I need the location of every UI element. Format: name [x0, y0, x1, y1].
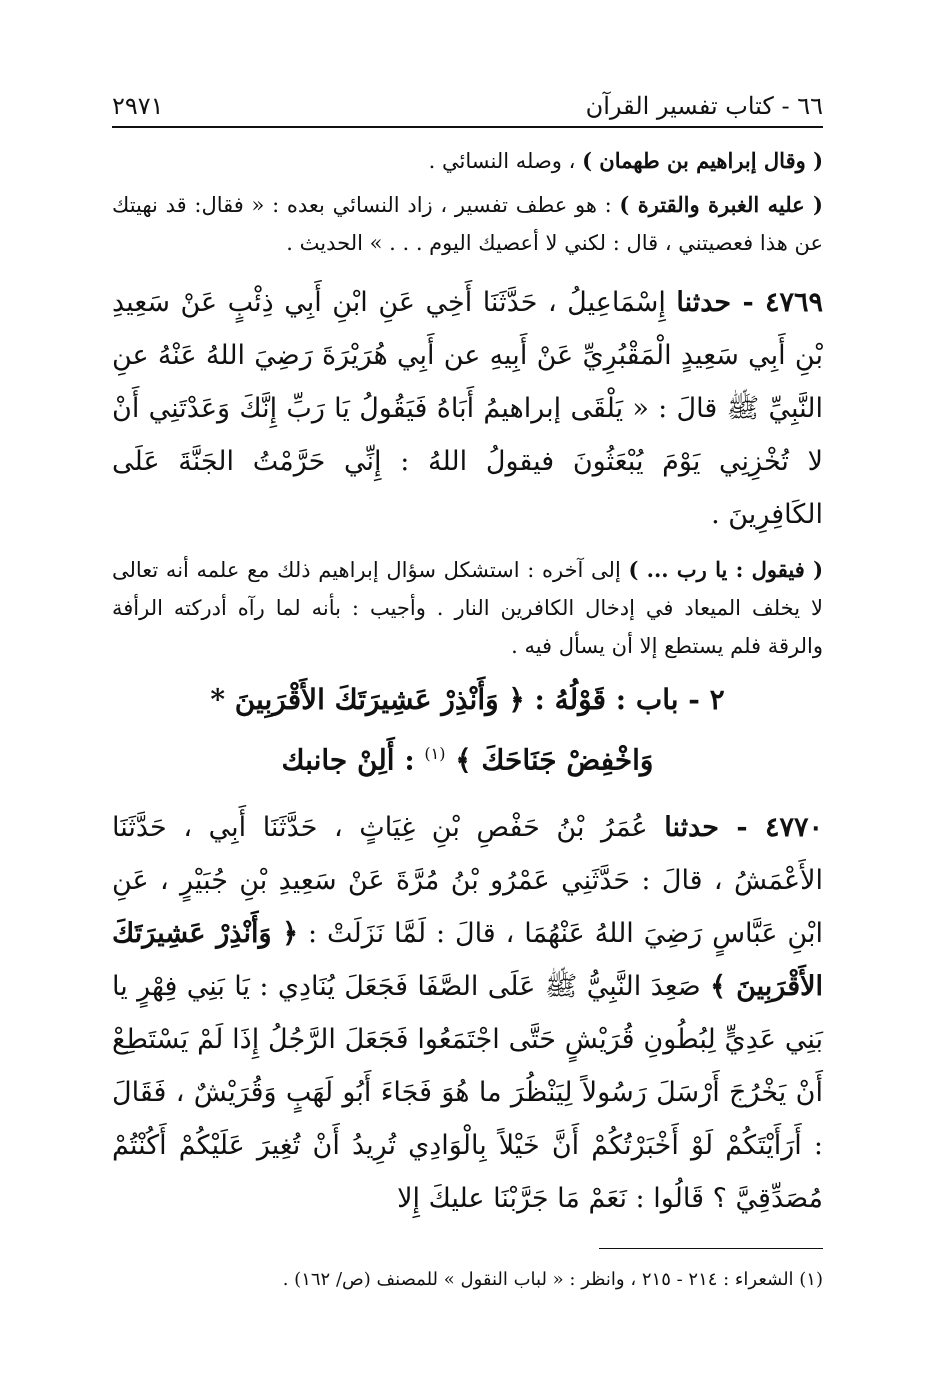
- header-rule: [112, 126, 823, 128]
- comment-ghabara-qatara: ( عليه الغبرة والقترة ) : هو عطف تفسير ، زاد النسائي بعده : « فقال: قد نهيتك عن هذا فعصيتني ، قال : لكني لا أعصيك اليوم . . . » الحديث .: [112, 192, 823, 255]
- footnote-marker: (١): [424, 744, 446, 763]
- footnote: (١) الشعراء : ٢١٤ - ٢١٥ ، وانظر : « لباب النقول » للمصنف (ص/ ١٦٢) .: [282, 1269, 823, 1290]
- running-header: [112, 80, 823, 120]
- quran-verse: ﴿ وَأَنْذِرْ عَشِيرَتَكَ الأَقْرَبِينَ ﴾: [112, 918, 824, 1003]
- chapter-heading-line1: ٢ - باب : قَوْلُهُ : ﴿ وَأَنْذِرْ عَشِيرَتَكَ الأَقْرَبِينَ *: [210, 683, 725, 716]
- hadith-4769: [112, 276, 823, 541]
- comment-hadith-4769: ( فيقول : يا رب ... ) إلى آخره : استشكل سؤال إبراهيم ذلك مع علمه أنه تعالى لا يخلف الميعاد في إدخال الكافرين النار . وأجيب : بأنه لما رآه أدركته الرأفة والرقة فلم يستطع إلا أن يسأل فيه .: [112, 557, 824, 658]
- chapter-heading: [112, 673, 823, 787]
- hadith-number: ٤٧٧٠ - حدثنا: [664, 812, 823, 844]
- page-body: [112, 138, 823, 1235]
- hadith-text: إِسْمَاعِيلُ ، حَدَّثَنَا أَخِي عَنِ ابْنِ أَبِي ذِئْبٍ عَنْ سَعِيدِ بْنِ أَبِي سَعِيدٍ الْمَقْبُرِيِّ عَنْ أَبِيهِ عن أَبِي هُرَيْرَةَ رَضِيَ اللهُ عَنْهُ عنِ النَّبِيِّ ﷺ قالَ : « يَلْقَى إبراهيمُ أَبَاهُ فَيَقُولُ يَا رَبِّ إِنَّكَ وَعَدْتَنِي أَنْ لا تُخْزِنِي يَوْمَ يُبْعَثُونَ فيقولُ اللهُ : إِنِّي حَرَّمْتُ الجَنَّةَ عَلَى الكَافِرِينَ .: [112, 287, 823, 530]
- chapter-title: ٦٦ - كتاب تفسير القرآن: [585, 92, 823, 120]
- footnote-rule: [599, 1248, 823, 1249]
- hadith-4770: ٤٧٧٠ - حدثنا عُمَرُ بْنُ حَفْصِ بْنِ غِيَاثٍ ، حَدَّثَنَا أَبِي ، حَدَّثَنَا الأَعْمَشُ ، قالَ : حَدَّثَنِي عَمْرُو بْنُ مُرَّةَ عَنْ سَعِيدِ بْنِ جُبَيْرٍ ، عَنِ ابْنِ عَبَّاسٍ رَضِيَ اللهُ عَنْهُمَا ، قالَ : لَمَّا نَزَلَتْ : ﴿ وَأَنْذِرْ عَشِيرَتَكَ الأَقْرَبِينَ ﴾ صَعِدَ النَّبِيُّ ﷺ عَلَى الصَّفَا فَجَعَلَ يُنَادِي : يَا بَنِي فِهْرٍ يا بَنِي عَدِيٍّ لِبُطُونِ قُرَيْشٍ حَتَّى اجْتَمَعُوا فَجَعَلَ الرَّجُلُ إِذَا لَمْ يَسْتَطِعْ أَنْ يَخْرُجَ أَرْسَلَ رَسُولاً لِيَنْظُرَ ما هُوَ فَجَاءَ أَبُو لَهَبٍ وَقُرَيْشٌ ، فَقَالَ : أَرَأَيْتَكُمْ لَوْ أَخْبَرْتُكُمْ أَنَّ خَيْلاً بِالْوَادِي تُرِيدُ أَنْ تُغِيرَ عَلَيْكُمْ أَكُنْتُمْ مُصَدِّقِيَّ ؟ قَالُوا : نَعَمْ مَا جَرَّبْنَا عليكَ إِلا: [112, 812, 824, 1215]
- comment-ibrahim-ibn-tahman: ( وقال إبراهيم بن طهمان ) ، وصله النسائي .: [428, 148, 823, 173]
- chapter-heading-line2: وَاخْفِضْ جَنَاحَكَ ﴾ $^{(١)}$ : أَلِنْ جانبك: [281, 743, 654, 777]
- hadith-number: ٤٧٦٩ - حدثنا: [676, 287, 824, 318]
- page-number: ٢٩٧١: [112, 92, 164, 120]
